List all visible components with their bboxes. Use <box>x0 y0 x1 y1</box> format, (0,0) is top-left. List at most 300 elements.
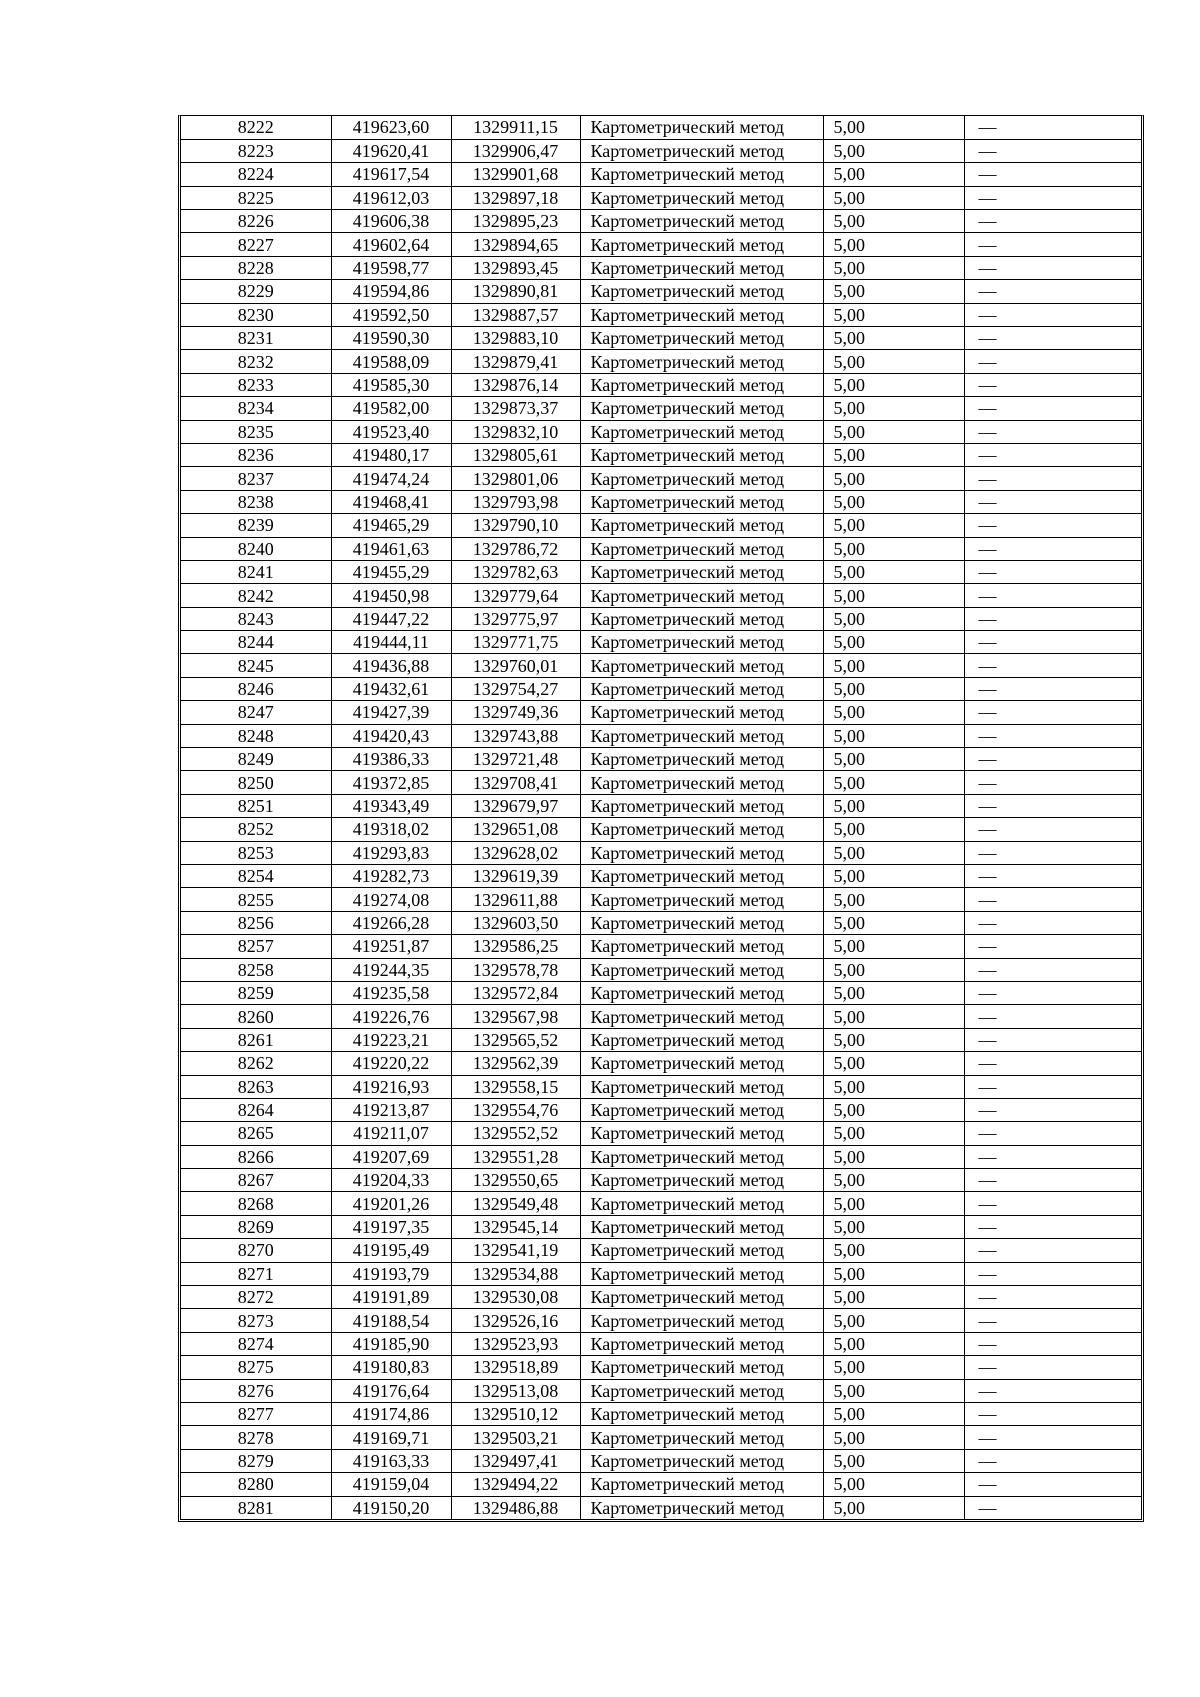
method-cell: Картометрический метод <box>580 1215 823 1238</box>
accuracy-cell: 5,00 <box>823 701 964 724</box>
x-coordinate-cell: 419207,69 <box>331 1145 451 1168</box>
accuracy-cell: 5,00 <box>823 1262 964 1285</box>
accuracy-cell: 5,00 <box>823 724 964 747</box>
table-row <box>181 420 1141 443</box>
y-coordinate-cell: 1329586,25 <box>451 935 580 958</box>
accuracy-cell: 5,00 <box>823 1239 964 1262</box>
y-coordinate-cell: 1329790,10 <box>451 514 580 537</box>
accuracy-cell: 5,00 <box>823 771 964 794</box>
note-cell: — <box>964 724 1141 747</box>
x-coordinate-cell: 419602,64 <box>331 233 451 256</box>
note-cell: — <box>964 1215 1141 1238</box>
accuracy-cell: 5,00 <box>823 233 964 256</box>
table-row <box>181 748 1141 771</box>
note-cell: — <box>964 303 1141 326</box>
point-number-cell: 8238 <box>181 490 331 513</box>
accuracy-cell: 5,00 <box>823 818 964 841</box>
method-cell: Картометрический метод <box>580 631 823 654</box>
method-cell: Картометрический метод <box>580 748 823 771</box>
accuracy-cell: 5,00 <box>823 303 964 326</box>
y-coordinate-cell: 1329611,88 <box>451 888 580 911</box>
x-coordinate-cell: 419612,03 <box>331 186 451 209</box>
note-cell: — <box>964 1028 1141 1051</box>
note-cell: — <box>964 981 1141 1004</box>
table-row <box>181 1402 1141 1425</box>
y-coordinate-cell: 1329549,48 <box>451 1192 580 1215</box>
y-coordinate-cell: 1329550,65 <box>451 1169 580 1192</box>
point-number-cell: 8222 <box>181 116 331 139</box>
method-cell: Картометрический метод <box>580 233 823 256</box>
table-row <box>181 537 1141 560</box>
table-row <box>181 514 1141 537</box>
y-coordinate-cell: 1329513,08 <box>451 1379 580 1402</box>
table-row <box>181 724 1141 747</box>
method-cell: Картометрический метод <box>580 935 823 958</box>
accuracy-cell: 5,00 <box>823 163 964 186</box>
x-coordinate-cell: 419159,04 <box>331 1473 451 1496</box>
y-coordinate-cell: 1329551,28 <box>451 1145 580 1168</box>
accuracy-cell: 5,00 <box>823 420 964 443</box>
accuracy-cell: 5,00 <box>823 607 964 630</box>
x-coordinate-cell: 419372,85 <box>331 771 451 794</box>
accuracy-cell: 5,00 <box>823 443 964 466</box>
note-cell: — <box>964 420 1141 443</box>
method-cell: Картометрический метод <box>580 654 823 677</box>
y-coordinate-cell: 1329801,06 <box>451 467 580 490</box>
note-cell: — <box>964 935 1141 958</box>
table-row <box>181 186 1141 209</box>
table-row <box>181 233 1141 256</box>
note-cell: — <box>964 280 1141 303</box>
accuracy-cell: 5,00 <box>823 748 964 771</box>
accuracy-cell: 5,00 <box>823 1402 964 1425</box>
x-coordinate-cell: 419235,58 <box>331 981 451 1004</box>
method-cell: Картометрический метод <box>580 865 823 888</box>
accuracy-cell: 5,00 <box>823 373 964 396</box>
accuracy-cell: 5,00 <box>823 1122 964 1145</box>
y-coordinate-cell: 1329901,68 <box>451 163 580 186</box>
accuracy-cell: 5,00 <box>823 490 964 513</box>
x-coordinate-cell: 419620,41 <box>331 139 451 162</box>
note-cell: — <box>964 1379 1141 1402</box>
point-number-cell: 8235 <box>181 420 331 443</box>
method-cell: Картометрический метод <box>580 1005 823 1028</box>
x-coordinate-cell: 419386,33 <box>331 748 451 771</box>
note-cell: — <box>964 1052 1141 1075</box>
method-cell: Картометрический метод <box>580 818 823 841</box>
x-coordinate-cell: 419592,50 <box>331 303 451 326</box>
x-coordinate-cell: 419436,88 <box>331 654 451 677</box>
y-coordinate-cell: 1329558,15 <box>451 1075 580 1098</box>
y-coordinate-cell: 1329771,75 <box>451 631 580 654</box>
y-coordinate-cell: 1329895,23 <box>451 210 580 233</box>
point-number-cell: 8261 <box>181 1028 331 1051</box>
y-coordinate-cell: 1329906,47 <box>451 139 580 162</box>
x-coordinate-cell: 419174,86 <box>331 1402 451 1425</box>
accuracy-cell: 5,00 <box>823 467 964 490</box>
note-cell: — <box>964 560 1141 583</box>
y-coordinate-cell: 1329721,48 <box>451 748 580 771</box>
y-coordinate-cell: 1329873,37 <box>451 397 580 420</box>
point-number-cell: 8253 <box>181 841 331 864</box>
note-cell: — <box>964 163 1141 186</box>
method-cell: Картометрический метод <box>580 116 823 139</box>
x-coordinate-cell: 419193,79 <box>331 1262 451 1285</box>
y-coordinate-cell: 1329894,65 <box>451 233 580 256</box>
method-cell: Картометрический метод <box>580 1192 823 1215</box>
y-coordinate-cell: 1329786,72 <box>451 537 580 560</box>
point-number-cell: 8260 <box>181 1005 331 1028</box>
table-row <box>181 1332 1141 1355</box>
y-coordinate-cell: 1329782,63 <box>451 560 580 583</box>
accuracy-cell: 5,00 <box>823 514 964 537</box>
point-number-cell: 8266 <box>181 1145 331 1168</box>
method-cell: Картометрический метод <box>580 1169 823 1192</box>
y-coordinate-cell: 1329534,88 <box>451 1262 580 1285</box>
method-cell: Картометрический метод <box>580 256 823 279</box>
note-cell: — <box>964 1449 1141 1472</box>
point-number-cell: 8226 <box>181 210 331 233</box>
y-coordinate-cell: 1329805,61 <box>451 443 580 466</box>
x-coordinate-cell: 419590,30 <box>331 327 451 350</box>
note-cell: — <box>964 397 1141 420</box>
y-coordinate-cell: 1329554,76 <box>451 1098 580 1121</box>
x-coordinate-cell: 419455,29 <box>331 560 451 583</box>
point-number-cell: 8276 <box>181 1379 331 1402</box>
point-number-cell: 8229 <box>181 280 331 303</box>
x-coordinate-cell: 419220,22 <box>331 1052 451 1075</box>
y-coordinate-cell: 1329526,16 <box>451 1309 580 1332</box>
point-number-cell: 8279 <box>181 1449 331 1472</box>
method-cell: Картометрический метод <box>580 981 823 1004</box>
point-number-cell: 8262 <box>181 1052 331 1075</box>
y-coordinate-cell: 1329552,52 <box>451 1122 580 1145</box>
y-coordinate-cell: 1329879,41 <box>451 350 580 373</box>
x-coordinate-cell: 419197,35 <box>331 1215 451 1238</box>
accuracy-cell: 5,00 <box>823 1192 964 1215</box>
point-number-cell: 8270 <box>181 1239 331 1262</box>
table-row <box>181 1426 1141 1449</box>
x-coordinate-cell: 419180,83 <box>331 1356 451 1379</box>
table-row <box>181 1145 1141 1168</box>
method-cell: Картометрический метод <box>580 537 823 560</box>
accuracy-cell: 5,00 <box>823 1356 964 1379</box>
y-coordinate-cell: 1329651,08 <box>451 818 580 841</box>
method-cell: Картометрический метод <box>580 911 823 934</box>
accuracy-cell: 5,00 <box>823 1309 964 1332</box>
method-cell: Картометрический метод <box>580 771 823 794</box>
table-row <box>181 1356 1141 1379</box>
y-coordinate-cell: 1329708,41 <box>451 771 580 794</box>
accuracy-cell: 5,00 <box>823 1332 964 1355</box>
accuracy-cell: 5,00 <box>823 210 964 233</box>
accuracy-cell: 5,00 <box>823 1449 964 1472</box>
note-cell: — <box>964 514 1141 537</box>
x-coordinate-cell: 419468,41 <box>331 490 451 513</box>
note-cell: — <box>964 911 1141 934</box>
accuracy-cell: 5,00 <box>823 1426 964 1449</box>
point-number-cell: 8274 <box>181 1332 331 1355</box>
table-row <box>181 116 1141 139</box>
point-number-cell: 8228 <box>181 256 331 279</box>
y-coordinate-cell: 1329523,93 <box>451 1332 580 1355</box>
accuracy-cell: 5,00 <box>823 841 964 864</box>
method-cell: Картометрический метод <box>580 888 823 911</box>
y-coordinate-cell: 1329754,27 <box>451 677 580 700</box>
point-number-cell: 8242 <box>181 584 331 607</box>
point-number-cell: 8227 <box>181 233 331 256</box>
table-row <box>181 1215 1141 1238</box>
x-coordinate-cell: 419427,39 <box>331 701 451 724</box>
method-cell: Картометрический метод <box>580 327 823 350</box>
accuracy-cell: 5,00 <box>823 139 964 162</box>
note-cell: — <box>964 818 1141 841</box>
table-row <box>181 210 1141 233</box>
point-number-cell: 8259 <box>181 981 331 1004</box>
table-row <box>181 467 1141 490</box>
table-row <box>181 350 1141 373</box>
table-row <box>181 139 1141 162</box>
accuracy-cell: 5,00 <box>823 280 964 303</box>
x-coordinate-cell: 419450,98 <box>331 584 451 607</box>
y-coordinate-cell: 1329562,39 <box>451 1052 580 1075</box>
note-cell: — <box>964 771 1141 794</box>
x-coordinate-cell: 419480,17 <box>331 443 451 466</box>
point-number-cell: 8236 <box>181 443 331 466</box>
point-number-cell: 8264 <box>181 1098 331 1121</box>
x-coordinate-cell: 419343,49 <box>331 794 451 817</box>
y-coordinate-cell: 1329883,10 <box>451 327 580 350</box>
accuracy-cell: 5,00 <box>823 186 964 209</box>
x-coordinate-cell: 419204,33 <box>331 1169 451 1192</box>
x-coordinate-cell: 419318,02 <box>331 818 451 841</box>
point-number-cell: 8278 <box>181 1426 331 1449</box>
x-coordinate-cell: 419185,90 <box>331 1332 451 1355</box>
table-row <box>181 163 1141 186</box>
note-cell: — <box>964 1075 1141 1098</box>
y-coordinate-cell: 1329832,10 <box>451 420 580 443</box>
note-cell: — <box>964 139 1141 162</box>
point-number-cell: 8247 <box>181 701 331 724</box>
x-coordinate-cell: 419444,11 <box>331 631 451 654</box>
accuracy-cell: 5,00 <box>823 677 964 700</box>
y-coordinate-cell: 1329494,22 <box>451 1473 580 1496</box>
note-cell: — <box>964 865 1141 888</box>
note-cell: — <box>964 1402 1141 1425</box>
point-number-cell: 8265 <box>181 1122 331 1145</box>
point-number-cell: 8269 <box>181 1215 331 1238</box>
point-number-cell: 8224 <box>181 163 331 186</box>
x-coordinate-cell: 419588,09 <box>331 350 451 373</box>
accuracy-cell: 5,00 <box>823 116 964 139</box>
note-cell: — <box>964 654 1141 677</box>
y-coordinate-cell: 1329793,98 <box>451 490 580 513</box>
table-row <box>181 654 1141 677</box>
note-cell: — <box>964 1286 1141 1309</box>
point-number-cell: 8258 <box>181 958 331 981</box>
table-row <box>181 1379 1141 1402</box>
note-cell: — <box>964 186 1141 209</box>
method-cell: Картометрический метод <box>580 1028 823 1051</box>
accuracy-cell: 5,00 <box>823 958 964 981</box>
note-cell: — <box>964 958 1141 981</box>
y-coordinate-cell: 1329911,15 <box>451 116 580 139</box>
note-cell: — <box>964 1496 1141 1519</box>
point-number-cell: 8244 <box>181 631 331 654</box>
y-coordinate-cell: 1329603,50 <box>451 911 580 934</box>
x-coordinate-cell: 419195,49 <box>331 1239 451 1262</box>
method-cell: Картометрический метод <box>580 303 823 326</box>
note-cell: — <box>964 584 1141 607</box>
method-cell: Картометрический метод <box>580 1426 823 1449</box>
table-row <box>181 1028 1141 1051</box>
accuracy-cell: 5,00 <box>823 1496 964 1519</box>
table-row <box>181 1262 1141 1285</box>
method-cell: Картометрический метод <box>580 1356 823 1379</box>
note-cell: — <box>964 1169 1141 1192</box>
method-cell: Картометрический метод <box>580 1145 823 1168</box>
point-number-cell: 8281 <box>181 1496 331 1519</box>
method-cell: Картометрический метод <box>580 1449 823 1472</box>
method-cell: Картометрический метод <box>580 1075 823 1098</box>
table-row <box>181 677 1141 700</box>
x-coordinate-cell: 419293,83 <box>331 841 451 864</box>
point-number-cell: 8245 <box>181 654 331 677</box>
point-number-cell: 8234 <box>181 397 331 420</box>
table-row <box>181 1286 1141 1309</box>
method-cell: Картометрический метод <box>580 420 823 443</box>
y-coordinate-cell: 1329567,98 <box>451 1005 580 1028</box>
note-cell: — <box>964 1145 1141 1168</box>
x-coordinate-cell: 419191,89 <box>331 1286 451 1309</box>
x-coordinate-cell: 419585,30 <box>331 373 451 396</box>
accuracy-cell: 5,00 <box>823 584 964 607</box>
table-row <box>181 607 1141 630</box>
note-cell: — <box>964 1098 1141 1121</box>
accuracy-cell: 5,00 <box>823 888 964 911</box>
method-cell: Картометрический метод <box>580 841 823 864</box>
method-cell: Картометрический метод <box>580 514 823 537</box>
x-coordinate-cell: 419226,76 <box>331 1005 451 1028</box>
coordinates-table <box>181 116 1141 1519</box>
point-number-cell: 8267 <box>181 1169 331 1192</box>
method-cell: Картометрический метод <box>580 1239 823 1262</box>
table-row <box>181 1239 1141 1262</box>
x-coordinate-cell: 419282,73 <box>331 865 451 888</box>
note-cell: — <box>964 1005 1141 1028</box>
method-cell: Картометрический метод <box>580 1262 823 1285</box>
x-coordinate-cell: 419213,87 <box>331 1098 451 1121</box>
table-row <box>181 256 1141 279</box>
point-number-cell: 8273 <box>181 1309 331 1332</box>
method-cell: Картометрический метод <box>580 1332 823 1355</box>
note-cell: — <box>964 888 1141 911</box>
point-number-cell: 8230 <box>181 303 331 326</box>
accuracy-cell: 5,00 <box>823 1379 964 1402</box>
method-cell: Картометрический метод <box>580 139 823 162</box>
accuracy-cell: 5,00 <box>823 1005 964 1028</box>
point-number-cell: 8271 <box>181 1262 331 1285</box>
note-cell: — <box>964 1332 1141 1355</box>
note-cell: — <box>964 467 1141 490</box>
y-coordinate-cell: 1329760,01 <box>451 654 580 677</box>
point-number-cell: 8263 <box>181 1075 331 1098</box>
y-coordinate-cell: 1329897,18 <box>451 186 580 209</box>
method-cell: Картометрический метод <box>580 794 823 817</box>
y-coordinate-cell: 1329890,81 <box>451 280 580 303</box>
accuracy-cell: 5,00 <box>823 1098 964 1121</box>
x-coordinate-cell: 419223,21 <box>331 1028 451 1051</box>
y-coordinate-cell: 1329743,88 <box>451 724 580 747</box>
point-number-cell: 8233 <box>181 373 331 396</box>
table-row <box>181 701 1141 724</box>
note-cell: — <box>964 677 1141 700</box>
point-number-cell: 8248 <box>181 724 331 747</box>
x-coordinate-cell: 419474,24 <box>331 467 451 490</box>
x-coordinate-cell: 419420,43 <box>331 724 451 747</box>
note-cell: — <box>964 256 1141 279</box>
y-coordinate-cell: 1329749,36 <box>451 701 580 724</box>
table-row <box>181 327 1141 350</box>
y-coordinate-cell: 1329486,88 <box>451 1496 580 1519</box>
x-coordinate-cell: 419188,54 <box>331 1309 451 1332</box>
table-row <box>181 958 1141 981</box>
table-row <box>181 1005 1141 1028</box>
table-row <box>181 1496 1141 1519</box>
table-row <box>181 1169 1141 1192</box>
method-cell: Картометрический метод <box>580 560 823 583</box>
method-cell: Картометрический метод <box>580 584 823 607</box>
point-number-cell: 8246 <box>181 677 331 700</box>
table-row <box>181 490 1141 513</box>
x-coordinate-cell: 419598,77 <box>331 256 451 279</box>
note-cell: — <box>964 1426 1141 1449</box>
accuracy-cell: 5,00 <box>823 537 964 560</box>
table-row <box>181 1309 1141 1332</box>
method-cell: Картометрический метод <box>580 210 823 233</box>
point-number-cell: 8272 <box>181 1286 331 1309</box>
note-cell: — <box>964 607 1141 630</box>
accuracy-cell: 5,00 <box>823 1473 964 1496</box>
point-number-cell: 8252 <box>181 818 331 841</box>
table-row <box>181 1052 1141 1075</box>
point-number-cell: 8243 <box>181 607 331 630</box>
y-coordinate-cell: 1329518,89 <box>451 1356 580 1379</box>
method-cell: Картометрический метод <box>580 280 823 303</box>
method-cell: Картометрический метод <box>580 1309 823 1332</box>
accuracy-cell: 5,00 <box>823 1286 964 1309</box>
table-row <box>181 560 1141 583</box>
note-cell: — <box>964 1262 1141 1285</box>
y-coordinate-cell: 1329510,12 <box>451 1402 580 1425</box>
x-coordinate-cell: 419274,08 <box>331 888 451 911</box>
table-row <box>181 911 1141 934</box>
point-number-cell: 8268 <box>181 1192 331 1215</box>
x-coordinate-cell: 419150,20 <box>331 1496 451 1519</box>
x-coordinate-cell: 419623,60 <box>331 116 451 139</box>
point-number-cell: 8251 <box>181 794 331 817</box>
method-cell: Картометрический метод <box>580 186 823 209</box>
point-number-cell: 8240 <box>181 537 331 560</box>
method-cell: Картометрический метод <box>580 490 823 513</box>
y-coordinate-cell: 1329619,39 <box>451 865 580 888</box>
x-coordinate-cell: 419163,33 <box>331 1449 451 1472</box>
y-coordinate-cell: 1329541,19 <box>451 1239 580 1262</box>
coordinates-table-frame <box>178 115 1144 1522</box>
point-number-cell: 8237 <box>181 467 331 490</box>
point-number-cell: 8223 <box>181 139 331 162</box>
note-cell: — <box>964 327 1141 350</box>
